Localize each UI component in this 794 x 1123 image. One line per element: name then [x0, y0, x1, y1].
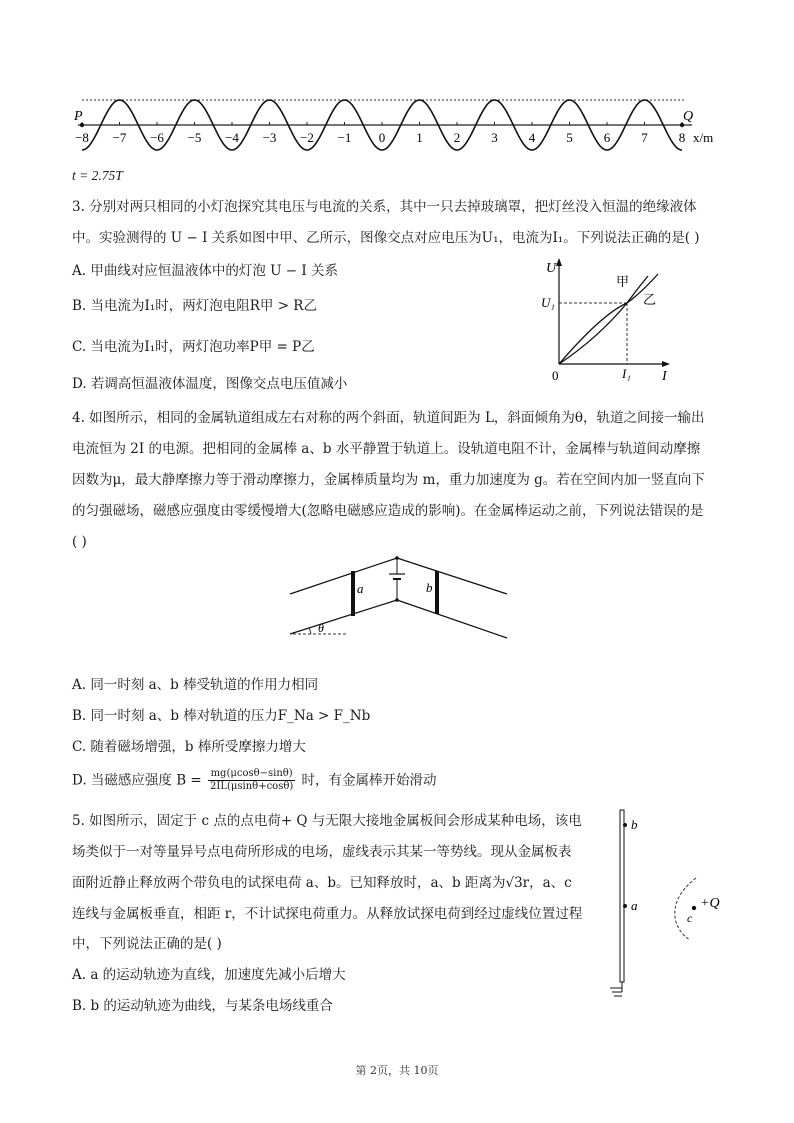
wave-tick-label: 1	[416, 130, 423, 145]
wave-tick-label: −7	[112, 130, 127, 145]
y-axis-arrow	[556, 258, 562, 266]
origin-label: 0	[552, 368, 559, 383]
wave-figure	[0, 90, 794, 162]
angle-arc	[309, 628, 311, 634]
wave-tick-label: 2	[453, 130, 461, 145]
wave-tick-label: 7	[641, 130, 648, 145]
rod-b-label: b	[426, 580, 433, 595]
point-c-dot	[692, 906, 696, 910]
q4-option-b[interactable]: B. 同一时刻 a、b 棒对轨道的压力F_Na > F_Nb	[72, 708, 371, 724]
wave-tick-label: 4	[528, 130, 536, 145]
q4-option-d[interactable]	[72, 768, 437, 798]
wave-tick-label: −8	[75, 130, 89, 145]
wave-tick-label: 3	[491, 130, 498, 145]
rod-a-label: a	[357, 581, 364, 596]
q5-line-3: 面附近静止释放两个带负电的试探电荷 a、b。已知释放时，a、b 距离为√3r，a、c	[72, 875, 572, 891]
q3-line-2: 中。实验测得的 U − I 关系如图中甲、乙所示，图像交点对应电压为U₁，电流为I₁。下列说法正确的是( )	[72, 230, 700, 246]
rail-right-upper	[397, 558, 507, 594]
metal-plate	[620, 810, 624, 982]
q5-option-b[interactable]: B. b 的运动轨迹为曲线，与某条电场线重合	[72, 998, 333, 1014]
wave-tick-label: 5	[566, 130, 573, 145]
q4-line-1: 4. 如图所示，相同的金属轨道组成左右对称的两个斜面，轨道间距为 L，斜面倾角为θ，轨道之间接一输出	[72, 410, 705, 426]
q3-option-b[interactable]: B. 当电流为I₁时，两灯泡电阻R甲 > R乙	[72, 298, 317, 314]
q4-option-a[interactable]: A. 同一时刻 a、b 棒受轨道的作用力相同	[72, 677, 319, 693]
page-footer: 第 2页，共 10页	[355, 1064, 439, 1077]
q4-option-d-prefix: D. 当磁感应强度 B =	[72, 772, 202, 789]
angle-label: θ	[318, 621, 324, 635]
point-c-label: c	[687, 911, 693, 925]
q5-plate-figure	[600, 806, 730, 1016]
q4-line-3: 因数为μ，最大静摩擦力等于滑动摩擦力，金属棒质量均为 m，重力加速度为 g。若在空间内加一竖直向下	[72, 472, 705, 488]
curve-yi-label: 乙	[643, 292, 657, 307]
q4-option-d-fraction	[208, 768, 295, 793]
q5-line-1: 5. 如图所示，固定于 c 点的点电荷+ Q 与无限大接地金属板间会形成某种电场，该电	[72, 813, 582, 829]
wave-tick-label: −1	[337, 130, 352, 145]
wave-tick-label: −4	[225, 130, 239, 145]
curve-jia-label: 甲	[616, 274, 630, 289]
q5-option-a[interactable]: A. a 的运动轨迹为直线，加速度先减小后增大	[72, 967, 346, 983]
wave-tick-label: −6	[150, 130, 164, 145]
q4-line-4: 的匀强磁场，磁感应强度由零缓慢增大(忽略电磁感应造成的影响)。在金属棒运动之前，下列说法错误的是	[72, 503, 704, 519]
q3-line-1: 3. 分别对两只相同的小灯泡探究其电压与电流的关系，其中一只去掉玻璃罩，把灯丝没入恒温的绝缘液体	[72, 199, 697, 215]
wave-tick-label: −5	[187, 130, 202, 145]
point-q-label: Q	[683, 109, 694, 124]
rail-left-upper	[290, 558, 397, 594]
q4-line-2: 电流恒为 2I 的电源。把相同的金属棒 a、b 水平静置于轨道上。设轨道电阻不计，金属棒与轨道间动摩擦	[72, 441, 701, 457]
wave-tick-label: 0	[378, 130, 386, 145]
point-a-dot	[623, 904, 627, 908]
curve-yi	[559, 274, 658, 364]
q4-line-5: ( )	[72, 534, 87, 550]
i1-label: I₁	[622, 366, 631, 381]
x-axis-arrow	[662, 361, 670, 367]
fraction-numerator: mg(μcosθ−sinθ)	[208, 768, 295, 781]
q4-option-c[interactable]: C. 随着磁场增强，b 棒所受摩擦力增大	[72, 739, 306, 755]
q3-ui-graph	[530, 256, 680, 386]
q3-option-a[interactable]: A. 甲曲线对应恒温液体中的灯泡 U − I 关系	[72, 263, 339, 279]
point-b-label: b	[631, 817, 638, 832]
q4-rail-figure	[285, 552, 515, 644]
wave-tick-label: −2	[300, 130, 314, 145]
wave-tick-label: 6	[603, 130, 611, 145]
x-axis-label: I	[662, 369, 667, 384]
q4-option-d-suffix: 时，有金属棒开始滑动	[301, 772, 437, 789]
q3-option-c[interactable]: C. 当电流为I₁时，两灯泡功率P甲 = P乙	[72, 339, 315, 355]
rail-left-lower	[290, 600, 397, 634]
axis-unit-label: x/m	[693, 130, 714, 145]
junction-top	[395, 556, 399, 560]
q5-line-2: 场类似于一对等量异号点电荷所形成的电场，虚线表示其某一等势线。现从金属板表	[72, 844, 572, 860]
fraction-denominator: 2IL(μsinθ+cosθ)	[210, 781, 294, 792]
curve-jia	[559, 276, 648, 364]
q5-line-4: 连线与金属板垂直，相距 r，不计试探电荷重力。从释放试探电荷到经过虚线位置过程	[72, 906, 583, 922]
u1-label: U₁	[541, 295, 555, 310]
time-label: t = 2.75T	[72, 168, 123, 183]
point-a-label: a	[631, 898, 638, 913]
q5-line-5: 中，下列说法正确的是( )	[72, 936, 222, 952]
point-b-dot	[623, 823, 627, 827]
q3-option-d[interactable]: D. 若调高恒温液体温度，图像交点电压值减小	[72, 376, 348, 392]
y-axis-label: U	[546, 261, 557, 276]
wave-tick-label: −3	[262, 130, 277, 145]
rail-right-lower	[397, 600, 507, 638]
charge-label: +Q	[700, 896, 720, 911]
wave-tick-label: 8	[678, 130, 686, 145]
point-p-label: P	[74, 109, 83, 124]
junction-bottom	[395, 598, 399, 602]
